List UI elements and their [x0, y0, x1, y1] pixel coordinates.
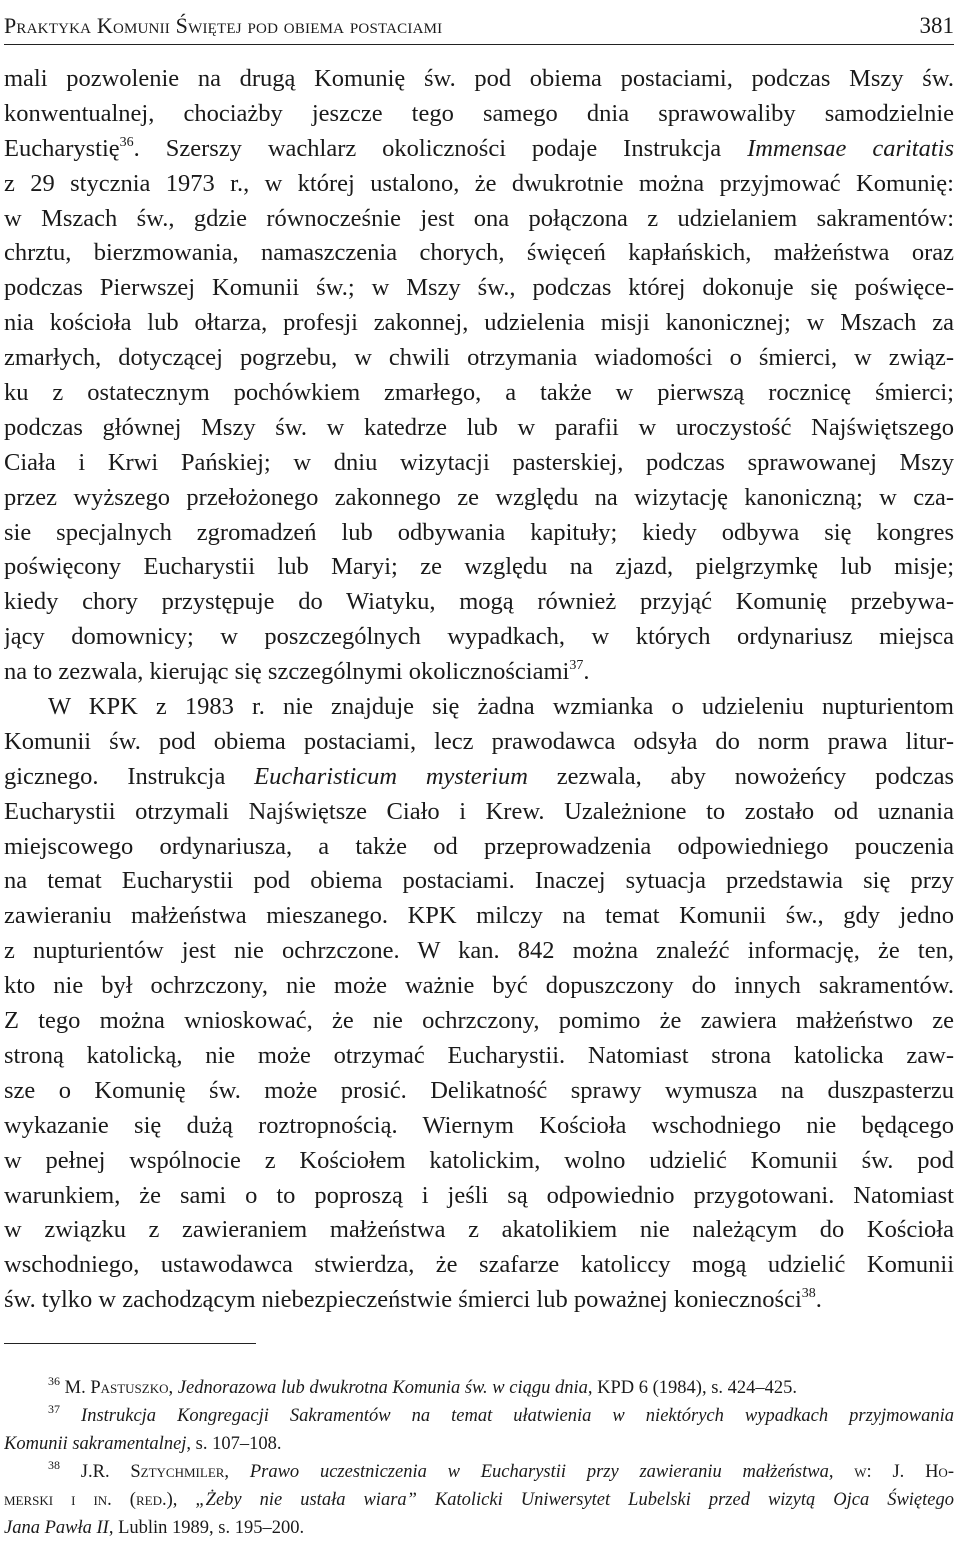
text-run: zezwala, aby nowożeńcy podczas [527, 762, 954, 790]
body-line: zawieraniu małżeństwa mieszanego. KPK milczy na temat Komunii św., gdy jedno [4, 902, 954, 930]
body-line: Z tego można wnioskować, że nie ochrzczony, pomimo że zawiera małżeństwo ze [4, 1007, 954, 1035]
footnote-number: 37 [48, 1402, 60, 1416]
body-line: kto nie był ochrzczony, nie może ważnie być dopuszczony do innych sakramentów. [4, 972, 954, 1000]
body-line [4, 655, 954, 690]
body-line: miejscowego ordynariusza, a także od przeprowadzenia odpowiedniego pouczenia [4, 832, 954, 860]
footnote-38 [4, 1458, 954, 1486]
body-line: przez wyższego przełożonego zakonnego ze względu na wizytację kanoniczną; w cza- [4, 483, 954, 511]
footnote-author: J.R. Sztychmiler, [60, 1462, 250, 1482]
body-line [4, 1283, 954, 1318]
footnote-title: Jana Pawła II [4, 1518, 109, 1538]
body-line: wykazanie się dużą roztropnością. Wiernym Kościoła wschodniego nie będącego [4, 1111, 954, 1139]
body-line: sie specjalnych zgromadzeń lub odbywania kapituły; kiedy odbywa się kongres [4, 518, 954, 546]
body-line: Ciała i Krwi Pańskiej; w dniu wizytacji pasterskiej, podczas sprawowanej Mszy [4, 448, 954, 476]
body-line: ku z ostatecznym pochówkiem zmarłego, a także w pierwszą rocznicę śmierci; [4, 379, 954, 407]
body-line: w pełnej wspólnocie z Kościołem katolickim, wolno udzielić Komunii św. pod [4, 1146, 954, 1174]
page-number: 381 [919, 13, 954, 38]
body-line: podczas głównej Mszy św. w katedrze lub w parafii w uroczystość Najświętszego [4, 413, 954, 441]
body-line: nia kościoła lub ołtarza, profesji zakonnej, udzielenia misji kanonicznej; w Mszach za [4, 309, 954, 337]
footnote-ref-38[interactable]: 38 [801, 1286, 816, 1302]
body-line: jący domownicy; w poszczególnych wypadkach, w których ordynariusz miejsca [4, 623, 954, 651]
body-line: W KPK z 1983 r. nie znajduje się żadna wzmianka o udzieleniu nupturientom [48, 693, 954, 721]
footnote-author: merski i in. (red.), [4, 1490, 196, 1510]
body-line: mali pozwolenie na drugą Komunię św. pod obiema postaciami, podczas Mszy św. [4, 65, 954, 92]
body-line: stroną katolicką, nie może otrzymać Eucharystii. Natomiast strona katolicka zaw- [4, 1041, 954, 1069]
body-line: poświęcony Eucharystii lub Maryi; ze względu na zjazd, pielgrzymkę lub misje; [4, 553, 954, 581]
body-line: w związku z zawieraniem małżeństwa z akatolikiem nie należącym do Kościoła [4, 1216, 954, 1244]
footnote-number: 38 [48, 1458, 60, 1472]
body-line: sze o Komunię św. może prosić. Delikatność sprawy wymusza na duszpasterzu [4, 1076, 954, 1104]
text-run: św. tylko w zachodzącym niebezpieczeństwie śmierci lub poważnej konieczności [4, 1286, 802, 1314]
footnotes [4, 1374, 954, 1542]
body-line [4, 132, 954, 167]
text-run: gicznego. Instrukcja [4, 762, 255, 790]
footnote-ref-37[interactable]: 37 [569, 658, 584, 674]
footnote-title: Komunii sakramentalnej [4, 1434, 187, 1454]
text-run: . [815, 1286, 822, 1314]
document-title: Immensae caritatis [747, 134, 954, 162]
body-line: podczas Pierwszej Komunii św.; w Mszy św., podczas której dokonuje się poświęce- [4, 274, 954, 302]
footnote-37-cont [4, 1430, 954, 1458]
body-text [4, 62, 954, 1318]
footnote-author: M. Pastuszko, [60, 1378, 178, 1398]
body-line: Komunii św. pod obiema postaciami, lecz prawodawca odsyła do norm prawa litur- [4, 727, 954, 755]
body-line [4, 760, 954, 795]
body-line: w Mszach św., gdzie równocześnie jest ona połączona z udzielaniem sakramentów: [4, 204, 954, 232]
footnote-38-cont [4, 1486, 954, 1514]
body-line: na temat Eucharystii pod obiema postaciami. Inaczej sytuacja przedstawia się przy [4, 867, 954, 895]
footnote-title: „Żeby nie ustała wiara” Katolicki Uniwersytet Lubelski przed wizytą Ojca Świętego [195, 1490, 954, 1510]
body-line: chrztu, bierzmowania, namaszczenia chorych, święceń kapłańskich, małżeństwa oraz [4, 239, 954, 267]
text-run: . [583, 658, 590, 686]
text-run: Eucharystię [4, 134, 120, 162]
body-line: z nupturientów jest nie ochrzczone. W kan. 842 można znaleźć informację, że ten, [4, 937, 954, 965]
body-line: wschodniego, ustawodawca stwierdza, że szafarze katoliccy mogą udzielić Komunii [4, 1251, 954, 1279]
footnote-separator [4, 1343, 256, 1344]
footnote-text: , w: J. Ho- [828, 1462, 954, 1482]
body-line: konwentualnej, chociażby jeszcze tego samego dnia sprawowaliby samodzielnie [4, 99, 954, 127]
footnote-text: , KPD 6 (1984), s. 424–425. [587, 1378, 798, 1398]
body-line: zmarłych, dotyczącej pogrzebu, w chwili otrzymania wiadomości o śmierci, w związ- [4, 344, 954, 372]
footnote-title: Instrukcja Kongregacji Sakramentów na temat ułatwienia w niektórych wypadkach przyjmowania [60, 1406, 954, 1426]
footnote-title: Jednorazowa lub dwukrotna Komunia św. w ciągu dnia [177, 1378, 588, 1398]
text-run: na to zezwala, kierując się szczególnymi okolicznościami [4, 658, 570, 686]
text-run: . Szerszy wachlarz okoliczności podaje Instrukcja [133, 134, 748, 162]
footnote-text: , Lublin 1989, s. 195–200. [108, 1518, 305, 1538]
body-line: Eucharystii otrzymali Najświętsze Ciało i Krew. Uzależnione to zostało od uznania [4, 797, 954, 825]
footnote-36 [4, 1374, 954, 1402]
body-line: kiedy chory przystępuje do Wiatyku, mogą również przyjąć Komunię przebywa- [4, 588, 954, 616]
footnote-title: Prawo uczestniczenia w Eucharystii przy zawieraniu małżeństwa [249, 1462, 829, 1482]
footnote-ref-36[interactable]: 36 [119, 134, 134, 150]
body-line: warunkiem, że sami o to poproszą i jeśli są odpowiednio przygotowani. Natomiast [4, 1181, 954, 1209]
footnote-text: , s. 107–108. [186, 1434, 282, 1454]
running-title: Praktyka Komunii Świętej pod obiema postaciami [4, 13, 443, 38]
running-header [4, 8, 954, 45]
footnote-number: 36 [48, 1374, 60, 1388]
footnote-38-cont [4, 1514, 954, 1542]
document-title: Eucharisticum mysterium [254, 762, 528, 790]
footnote-37 [4, 1402, 954, 1430]
body-line: z 29 stycznia 1973 r., w której ustalono, że dwukrotnie można przyjmować Komunię: [4, 169, 954, 197]
